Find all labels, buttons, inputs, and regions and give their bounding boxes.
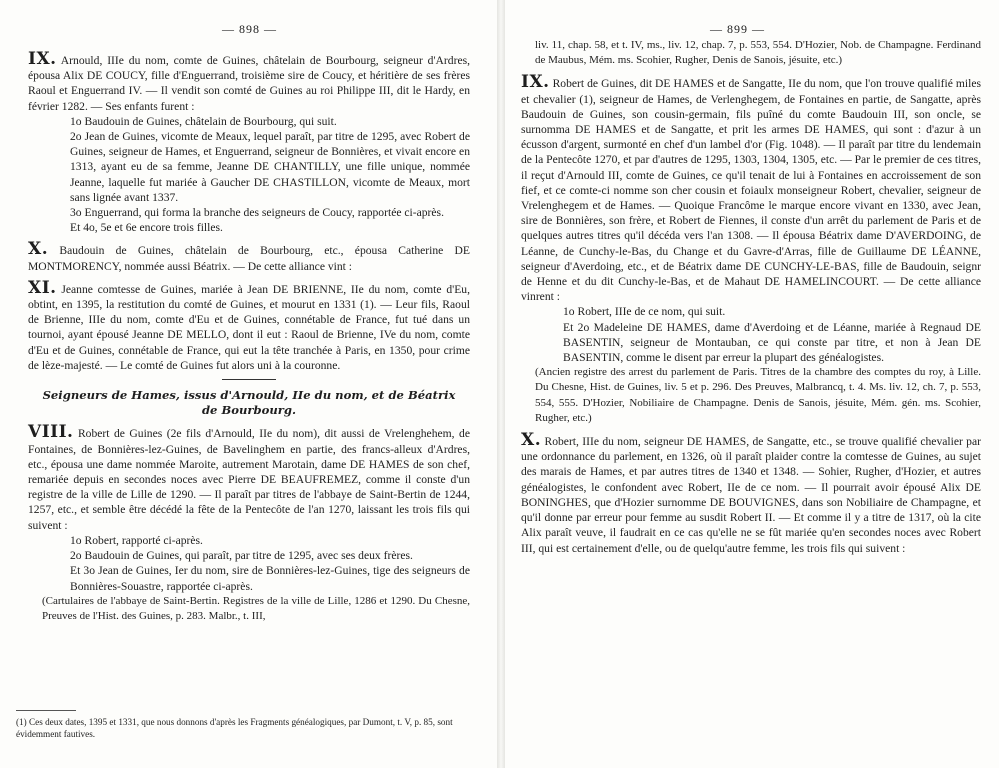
generation-numeral: XI. [28, 277, 57, 298]
child-item: 2o Jean de Guines, vicomte de Meaux, lequel paraît, par titre de 1295, avec Robert de Guines, seigneur de Hames, et Enguerrand, seigneur de Bonnières, et vivait encore en 1313, ayant eu de sa femme, Jeanne DE CHANTILLY, une fille unique, nommée Jeanne, laquelle fut mariée à Gaucher DE CHASTILLON, vicomte de Meaux, mort sans lignée avant 1337. [70, 130, 470, 204]
entry-ix [521, 72, 981, 304]
citation: (Ancien registre des arrest du parlement de Paris. Titres de la chambre des comptes du roy, à Lille. Du Chesne, Hist. de Guines, liv. 5 et p. 296. Des Preuves, Malbrancq, t. 4. Ms. liv. 12, ch. 7, p. 553, 554, 555. D'Hozier, Nobiliaire de Champagne. Denis de Sanois, jésuite, Mém. gén. ms. Scohier, Rugher, etc.) [535, 366, 981, 424]
entry-viii [28, 422, 470, 532]
entry-x [521, 430, 981, 556]
generation-numeral: X. [521, 430, 542, 451]
right-page [505, 0, 999, 768]
child-item: 1o Robert, rapporté ci-après. [70, 533, 203, 547]
generation-numeral: VIII. [28, 422, 74, 443]
entry-text: Arnould, IIIe du nom, comte de Guines, châtelain de Bourbourg, seigneur d'Ardres, épousa Alix DE COUCY, fille d'Enguerrand, troisième sire de Coucy, et héritière de ses frères Raoul et Enguerrand IV. — Il vendit son comté de Guines au roi Philippe III, dit le Hardy, en février 1282. — Ses enfants furent : [28, 54, 470, 113]
entry-text: Jeanne comtesse de Guines, mariée à Jean DE BRIENNE, IIe du nom, comte d'Eu, obtint, en 1395, la restitution du comté de Guines, et mourut en 1331 (1). — Leur fils, Raoul de Brienne, IIIe du nom, comte d'Eu et de Guines, connétable de France, fut tué dans un tournoi, ayant épousé Jeanne DE MELLO, dont il eut : Raoul de Brienne, IVe du nom, comte d'Eu et de Guines, connétable de France, qui eut la tête tranchée à Paris, en 1350, pour crime de lèze-majesté. — Le comté de Guines fut alors uni à la couronne. [28, 282, 470, 372]
footnote: (1) Ces deux dates, 1395 et 1331, que nous donnons d'après les Fragments généalogiques, par Dumont, t. V, p. 85, sont évidemment fautives. [16, 717, 453, 739]
citation: liv. 11, chap. 58, et t. IV, ms., liv. 12, chap. 7, p. 553, 554. D'Hozier, Nob. de Champagne. Ferdinand de Maubus, Mém. ms. Scohier, Rugher, Denis de Sanois, jésuite, etc.) [535, 39, 981, 67]
entry-text: Robert de Guines (2e fils d'Arnould, IIe du nom), dit aussi de Vrelenghehem, de Fontaines, de Bonnières-lez-Guines, de Bavelinghem en partie, des francs-alleux d'Ardres, etc., épousa une dame nommée Maroite, autrement Marotain, dame DE HAMES de son chef, remariée depuis en secondes noces avec Pierre DE BEAUFREMEZ, comme il conste d'un registre de la ville de Lille de 1290. — Il paraît par titres de l'abbaye de Saint-Bertin de 1244, 1257, etc., et semble être décédé la fête de la Pentecôte de l'an 1270, laissant les trois fils qui suivent : [28, 427, 470, 532]
entry-text: Robert de Guines, dit DE HAMES et de Sangatte, IIe du nom, que l'on trouve qualifié miles et chevalier (1), seigneur de Hames, de Verlenghegem, de Fontaines en partie, de Sangatte, après Baudouin de Guines, son cousin-germain, fils puîné du comte Baudouin III, son oncle, se surnomma DE HAMES et de Sangatte, et prit les armes DE HAMES, qui sont : d'azur à un écusson d'argent, surmonté en chef d'un lambel d'or (Fig. 1048). — Il paraît par titre du lendemain de la Pentecôte 1270, et par d'autres de 1295, 1303, 1304, 1305, etc. — Par le premier de ces titres, il reçut d'Arnould III, comte de Guines, ce qu'il tenait de lui à Fontaines en accroissement de son fief, et ce comte-ci nomme son cher cousin et foiaulx monseigneur Robert, chevalier, seigneur de Vrelenghegem et de Hames. — Quoique Francôme le marque encore vivant en 1330, avec Jean, sire de Bonnières, son frère, et Robert de Fiennes, il conste d'un arrêt du parlement de Paris et de quelques autres titres qu'il décéda vers l'an 1308. — Il épousa Béatrix dame D'AVERDOING, de Léanne, de Cunchy-le-Bas, du Change et du Gavre-d'Arras, fille de Guillaume DE LÉANNE, seigneur d'Averdoing, etc., et de Béatrix dame DE CUNCHY-LE-BAS, fille de Baudouin, seignr de Henne et du dit Cunchy-le-Bas, et de Mahaut DE HAMELINCOURT. — De cette alliance vinrent : [521, 77, 981, 304]
footnote-divider [16, 710, 76, 711]
generation-numeral: IX. [28, 49, 57, 69]
book-gutter [497, 0, 505, 768]
page-number: — 899 — [710, 22, 765, 36]
right-page-body [521, 38, 981, 556]
generation-numeral: IX. [521, 72, 550, 93]
citation: (Cartulaires de l'abbaye de Saint-Bertin. Registres de la ville de Lille, 1286 et 1290. Du Chesne, Preuves de l'Hist. des Guines, p. 283. Malbr., t. III, [42, 594, 470, 622]
entry-x [28, 239, 471, 273]
child-item: Et 2o Madeleine DE HAMES, dame d'Averdoing et de Léanne, mariée à Regnaud DE BASENTIN, seigneur de Montauban, ce qui conste par titre, et non à Jean DE BASENTIN, comme le disent par erreur la plupart des généalogistes. [563, 320, 981, 365]
child-item: Et 4o, 5e et 6e encore trois filles. [70, 221, 223, 235]
child-item: 1o Baudouin de Guines, châtelain de Bourbourg, qui suit. [70, 114, 337, 128]
entry-text: Baudouin de Guines, châtelain de Bourbourg, etc., épousa Catherine DE MONTMORENCY, nommée aussi Béatrix. — De cette alliance vint : [28, 244, 471, 273]
child-item: Et 3o Jean de Guines, Ier du nom, sire de Bonnières-lez-Guines, tige des seigneurs de Bonnières-Souastre, rapportée ci-après. [70, 564, 470, 593]
left-page [0, 0, 497, 768]
child-item: 3o Enguerrand, qui forma la branche des seigneurs de Coucy, rapportée ci-après. [70, 206, 444, 220]
child-item: 2o Baudouin de Guines, qui paraît, par titre de 1295, avec ses deux frères. [70, 549, 413, 563]
child-item: 1o Robert, IIIe de ce nom, qui suit. [563, 305, 726, 319]
entry-ix [28, 49, 470, 114]
left-page-body [28, 49, 471, 624]
entry-xi [28, 277, 470, 373]
section-divider [222, 379, 276, 380]
generation-numeral: X. [28, 239, 49, 260]
section-heading: Seigneurs de Hames, issus d'Arnould, IIe du nom, et de Béatrix de Bourbourg. [42, 388, 456, 418]
entry-text: Robert, IIIe du nom, seigneur DE HAMES, de Sangatte, etc., se trouve qualifié chevalier par une ordonnance du parlement, en 1326, où il paraît plaider contre la comtesse de Guines, au sujet des marais de Hames, et par autres titres de 1340 et 1348. — Sohier, Rugher, d'Hozier, et autres généalogistes, le confondent avec Robert, IIe de ce nom. — Il pourrait avoir épousé Alix DE BONINGHES, que d'Hozier surnomme DE BOUVIGNES, dans son Nobiliaire de Champagne, et qu'il donne par erreur pour femme au susdit Robert II. — Et comme il y a titre de 1317, où la cite Alix paraît veuve, il faudrait en ce cas qu'elle ne se fût mariée qu'en secondes noces avec Robert III, qui est certainement d'elle, ou de quelqu'autre femme, les trois fils qui suivent : [521, 435, 981, 555]
page-number: — 898 — [222, 22, 277, 36]
